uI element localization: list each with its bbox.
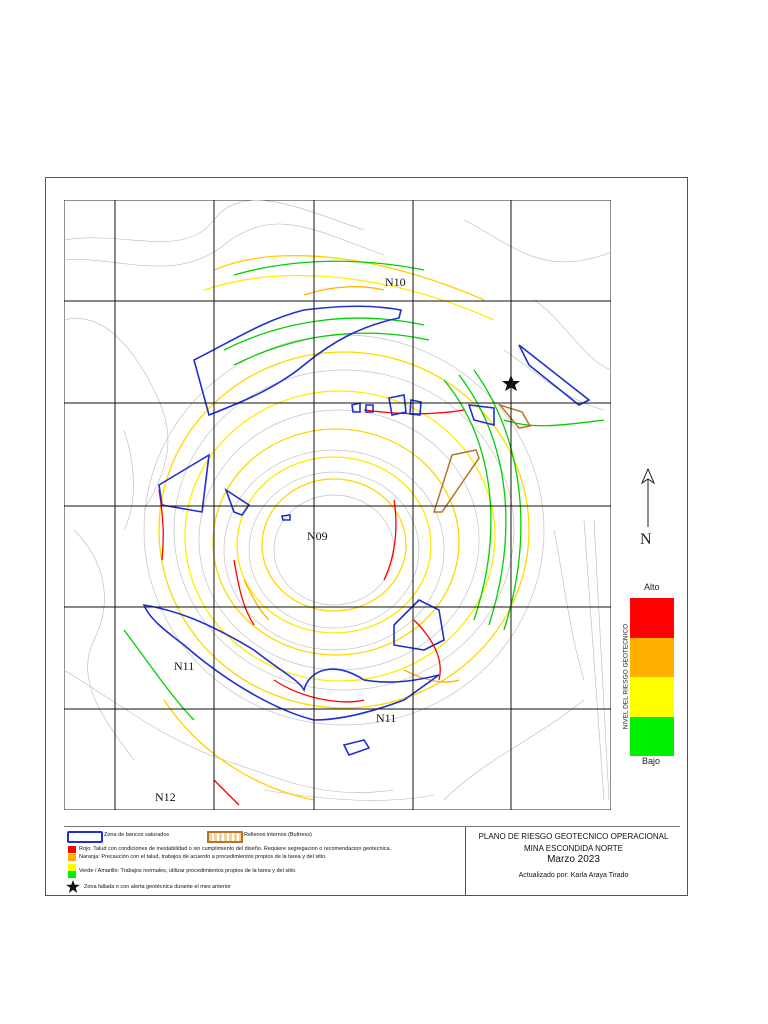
risk-scale-title: NIVEL DEL RIESGO GEOTECNICO [622,623,630,730]
risk-scale-bar [630,598,674,756]
pit-map[interactable] [64,200,611,810]
north-label: N [640,531,652,548]
saturated-zone-swatch [67,831,103,843]
risk-scale-green [630,717,674,757]
zone-label-n11-west: N11 [174,659,195,673]
legend-buttress-label: Rellenos internos (Buttress) [244,832,312,838]
risk-scale-yellow [630,677,674,717]
legend-panel [64,826,680,894]
legend-red-swatch [68,846,76,853]
legend-star-icon [66,880,80,893]
zone-label-n09: N09 [307,529,328,543]
title-line-2: MINA ESCONDIDA NORTE [524,844,623,853]
legend-yellow-swatch [68,864,76,871]
zone-label-n11-south: N11 [376,711,397,725]
legend-symbols [64,827,465,895]
buttress-swatch [207,831,243,843]
title-line-1: PLANO DE RIESGO GEOTECNICO OPERACIONAL [478,832,669,841]
legend-green-text: Verde / Amarillo: Trabajos normales, utilizar procedimientos propios de la tarea y del sitio. [79,868,297,874]
legend-star-text: Zona fallada o con alerta geotécnica durante el mes anterior [84,884,231,890]
risk-scale-orange [630,638,674,678]
title-block [465,827,681,895]
legend-orange-swatch [68,854,76,861]
legend-saturated-label: Zona de bancos saturados [104,832,170,838]
zone-label-n12: N12 [155,790,176,804]
legend-orange-text: Naranja: Precaución con el talud, trabajos de acuerdo a procedimientos propios de la tarea y del sitio. [79,854,327,860]
risk-scale-low-label: Bajo [642,756,661,766]
legend-red-text: Rojo: Talud con condiciones de inestabilidad o sin cumplimiento del diseño. Requiere segregacion o recomendacion geotecnica. [79,846,392,852]
risk-scale-red [630,598,674,638]
title-updated-by: Actualizado por: Karla Araya Tirado [518,872,629,879]
title-date: Marzo 2023 [547,854,600,865]
risk-scale-high-label: Alto [644,582,660,592]
zone-label-n10: N10 [385,275,406,289]
legend-green-swatch [68,871,76,878]
